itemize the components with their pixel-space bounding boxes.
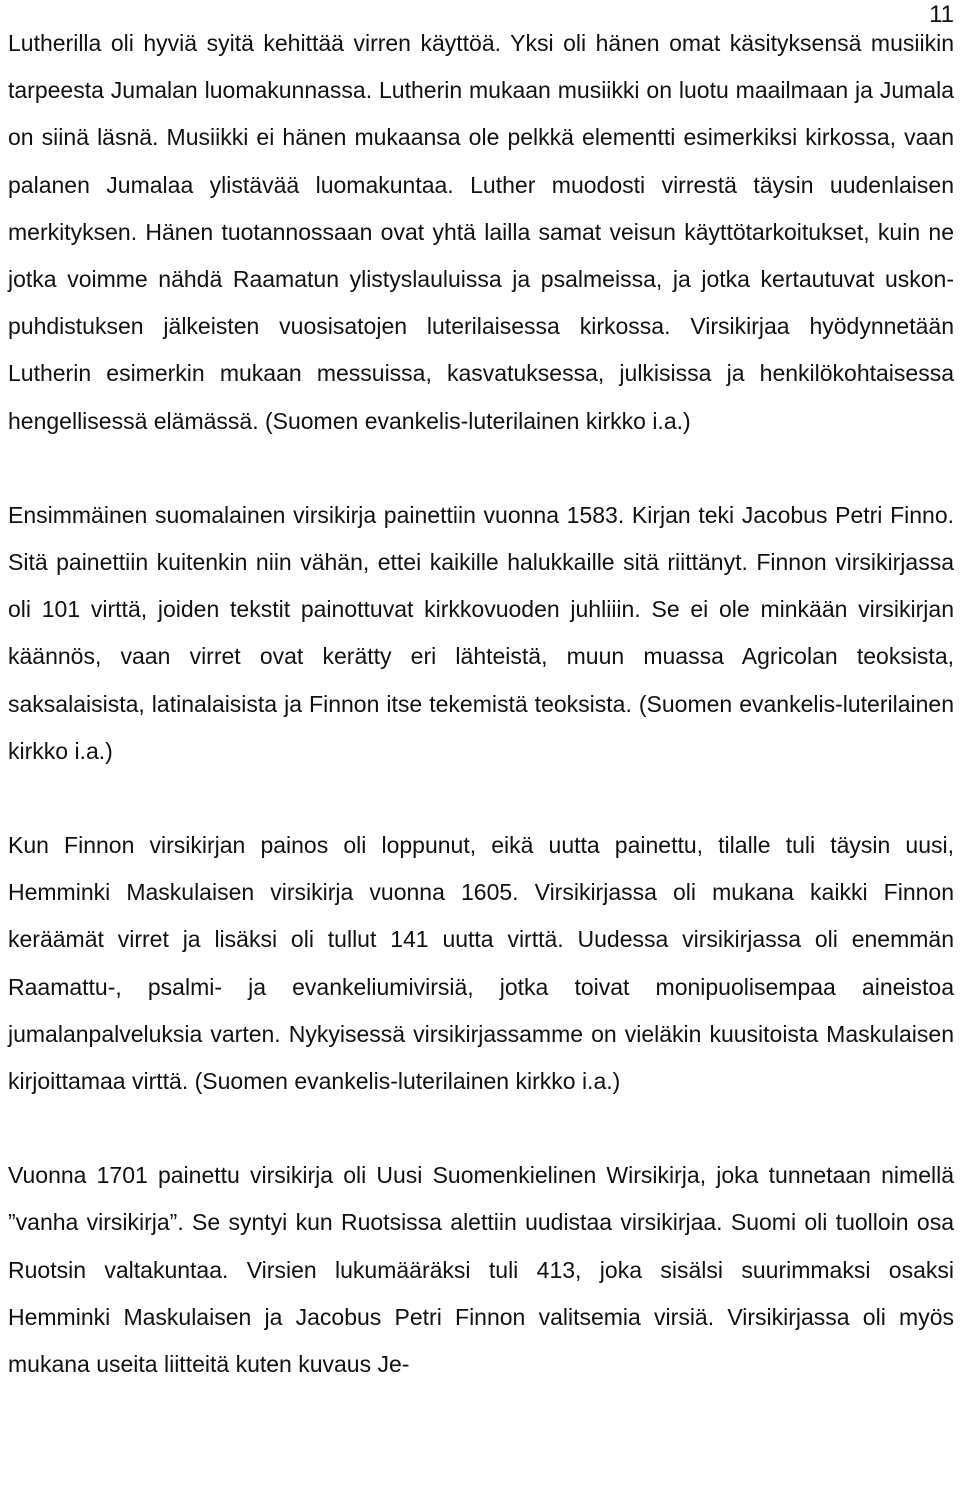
paragraph-luther-hymns: Lutherilla oli hyviä syitä kehittää virren käyttöä. Yksi oli hänen omat käsityksensä musiikin tarpeesta Jumalan luomakunnassa. Lutherin mukaan musiikki on luotu maailmaan ja Jumala on siinä läsnä. Musiikki ei hänen mukaansa ole pelkkä elementti esimerkiksi kirkossa, vaan palanen Jumalaa ylistävää luomakuntaa. Luther muodosti virrestä täysin uudenlaisen merkityksen. Hänen tuotannossaan ovat yhtä lailla samat veisun käyttötarkoitukset, kuin ne jotka voimme nähdä Raamatun ylistyslauluissa ja psalmeissa, ja jotka kertautuvat uskonpuhdistuksen jälkeisten vuosisatojen luterilaisessa kirkossa. Virsikirjaa hyödynnetään Lutherin esimerkin mukaan messuissa, kasvatuksessa, julkisissa ja henkilökohtaisessa hengellisessä elämässä. (Suomen evankelis-luterilainen kirkko i.a.): [8, 30, 954, 434]
paragraph-hymnal-1701: Vuonna 1701 painettu virsikirja oli Uusi Suomenkielinen Wirsikirja, joka tunnetaan nimellä ”vanha virsikirja”. Se syntyi kun Ruotsissa alettiin uudistaa virsikirjaa. Suomi oli tuolloin osa Ruotsin valtakuntaa. Virsien lukumääräksi tuli 413, joka sisälsi suurimmaksi osaksi Hemminki Maskulaisen ja Jacobus Petri Finnon valitsemia virsiä. Virsikirjassa oli myös mukana useita liitteitä kuten kuvaus Je-: [8, 1162, 954, 1378]
paragraph-first-hymnal-1583: Ensimmäinen suomalainen virsikirja painettiin vuonna 1583. Kirjan teki Jacobus Petri Finno. Sitä painettiin kuitenkin niin vähän, ettei kaikille halukkaille sitä riittänyt. Finnon virsikirjassa oli 101 virttä, joiden tekstit painottuvat kirkkovuoden juhliiin. Se ei ole minkään virsikirjan käännös, vaan virret ovat kerätty eri lähteistä, muun muassa Agricolan teoksista, saksalaisista, latinalaisista ja Finnon itse tekemistä teoksista. (Suomen evankelis-luterilainen kirkko i.a.): [8, 501, 954, 764]
paragraph-maskulainen-hymnal-1605: Kun Finnon virsikirjan painos oli loppunut, eikä uutta painettu, tilalle tuli täysin uusi, Hemminki Maskulaisen virsikirja vuonna 1605. Virsikirjassa oli mukana kaikki Finnon keräämät virret ja lisäksi oli tullut 141 uutta virttä. Uudessa virsikirjassa oli enemmän Raamattu-, psalmi- ja evankeliumivirsiä, jotka toivat monipuolisempaa aineistoa jumalanpalveluksia varten. Nykyisessä virsikirjassamme on vieläkin kuusitoista Maskulaisen kirjoittamaa virttä. (Suomen evankelis-luterilainen kirkko i.a.): [8, 832, 954, 1095]
page-number: 11: [929, 1, 954, 28]
document-body: [8, 20, 954, 1388]
